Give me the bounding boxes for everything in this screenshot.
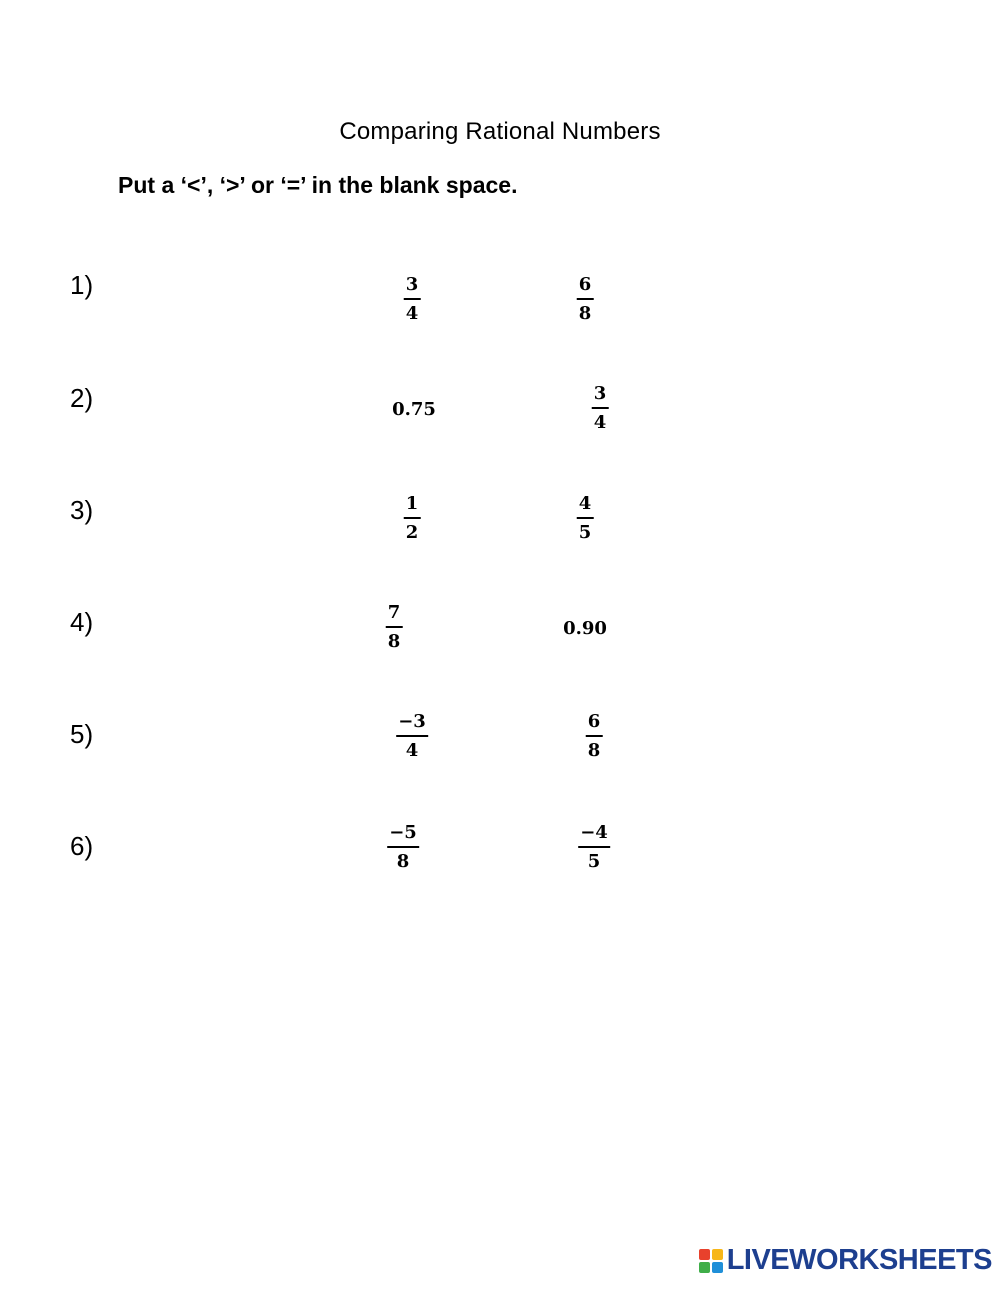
- problem-6-label: 6): [70, 831, 94, 861]
- fraction-numerator: 3: [405, 274, 419, 295]
- problem-6-left-fraction: [387, 824, 419, 871]
- fraction-numerator: −5: [389, 822, 417, 843]
- fraction-denominator: 8: [587, 740, 601, 761]
- fraction-numerator: 6: [587, 711, 601, 732]
- fraction-bar: [577, 517, 594, 519]
- logo-tile-blue: [712, 1262, 723, 1273]
- fraction-denominator: 4: [405, 303, 419, 324]
- fraction-numerator: 7: [387, 602, 401, 623]
- fraction-denominator: 5: [587, 851, 601, 872]
- fraction-bar: [578, 846, 610, 848]
- problem-1-label: 1): [70, 270, 94, 300]
- problem-2-left-decimal: 0.75: [392, 399, 436, 420]
- fraction-numerator: −3: [398, 711, 426, 732]
- logo-tile-red: [699, 1249, 710, 1260]
- fraction-bar: [386, 626, 403, 628]
- fraction-denominator: 4: [405, 740, 419, 761]
- liveworksheets-logo-icon: [699, 1249, 723, 1273]
- fraction-numerator: 3: [593, 383, 607, 404]
- problem-3-right-fraction: [577, 495, 594, 542]
- fraction-denominator: 5: [578, 522, 592, 543]
- fraction-bar: [404, 298, 421, 300]
- fraction-denominator: 8: [387, 631, 401, 652]
- problem-3-left-fraction: [404, 495, 421, 542]
- fraction-numerator: 1: [405, 493, 419, 514]
- logo-tile-yellow: [712, 1249, 723, 1260]
- fraction-bar: [387, 846, 419, 848]
- problem-4-right-decimal: 0.90: [563, 618, 607, 639]
- fraction-denominator: 8: [396, 851, 410, 872]
- logo-tile-green: [699, 1262, 710, 1273]
- fraction-bar: [577, 298, 594, 300]
- problem-2-right-fraction: [592, 385, 609, 432]
- fraction-bar: [592, 407, 609, 409]
- fraction-numerator: 4: [578, 493, 592, 514]
- fraction-denominator: 8: [578, 303, 592, 324]
- page-title: Comparing Rational Numbers: [339, 118, 661, 145]
- fraction-bar: [396, 735, 428, 737]
- problem-1-right-fraction: [577, 276, 594, 323]
- problem-4-label: 4): [70, 607, 94, 637]
- problem-6-right-fraction: [578, 824, 610, 871]
- fraction-denominator: 4: [593, 412, 607, 433]
- instruction-text: Put a ‘<’, ‘>’ or ‘=’ in the blank space.: [118, 172, 518, 198]
- problem-1-left-fraction: [404, 276, 421, 323]
- problem-5-left-fraction: [396, 713, 428, 760]
- problem-3-label: 3): [70, 495, 94, 525]
- fraction-bar: [586, 735, 603, 737]
- fraction-numerator: 6: [578, 274, 592, 295]
- fraction-bar: [404, 517, 421, 519]
- fraction-numerator: −4: [580, 822, 608, 843]
- liveworksheets-logo: [699, 1244, 992, 1277]
- fraction-denominator: 2: [405, 522, 419, 543]
- problem-2-label: 2): [70, 383, 94, 413]
- problem-5-label: 5): [70, 719, 94, 749]
- problem-5-right-fraction: [586, 713, 603, 760]
- logo-text: LIVEWORKSHEETS: [726, 1244, 992, 1276]
- problem-4-left-fraction: [386, 604, 403, 651]
